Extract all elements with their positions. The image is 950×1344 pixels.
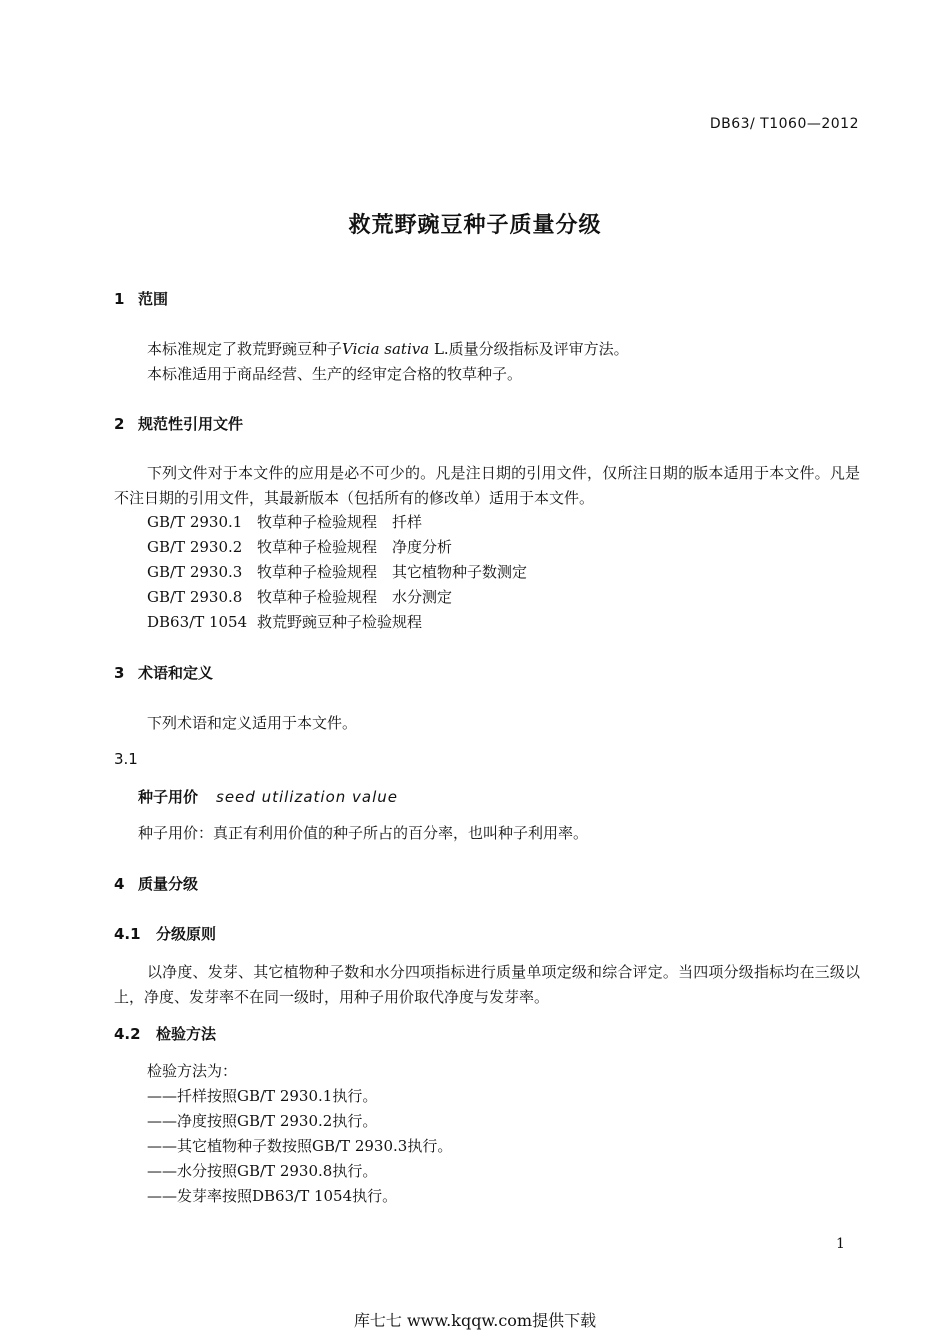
grading-principle-paragraph: 以净度、发芽、其它植物种子数和水分四项指标进行质量单项定级和综合评定。当四项分级指标均在三级以上，净度、发芽率不在同一级时，用种子用价取代净度与发芽率。	[114, 963, 860, 1006]
subsection-title: 检验方法	[156, 1025, 217, 1043]
section-number: 1	[114, 290, 125, 308]
subsection-4-1-heading	[114, 923, 216, 944]
standard-code: DB63/ T1060—2012	[709, 116, 859, 132]
reference-code: GB/T 2930.3	[147, 563, 243, 581]
section-title: 规范性引用文件	[138, 415, 244, 433]
term-heading	[138, 786, 398, 807]
scope-text-a: 本标准规定了救荒野豌豆种子	[147, 340, 343, 358]
scope-paragraph-2: 本标准适用于商品经营、生产的经审定合格的牧草种子。	[147, 365, 523, 383]
reference-item	[147, 561, 527, 582]
subsection-4-2-heading	[114, 1023, 216, 1044]
section-number: 4	[114, 875, 125, 893]
reference-name: 救荒野豌豆种子检验规程	[257, 613, 423, 631]
footer-watermark: 库七七 www.kqqw.com提供下载	[353, 1311, 597, 1330]
reference-code: DB63/T 1054	[147, 613, 248, 631]
method-list-item: ——发芽率按照DB63/T 1054执行。	[147, 1187, 398, 1205]
section-title: 质量分级	[138, 875, 199, 893]
reference-item	[147, 536, 452, 557]
reference-code: GB/T 2930.2	[147, 538, 243, 556]
reference-name: 牧草种子检验规程 净度分析	[257, 538, 453, 556]
method-intro: 检验方法为：	[147, 1062, 238, 1080]
term-chinese: 种子用价	[138, 788, 199, 806]
reference-name: 牧草种子检验规程 其它植物种子数测定	[257, 563, 528, 581]
term-definition: 种子用价：真正有利用价值的种子所占的百分率，也叫种子利用率。	[138, 824, 589, 842]
method-list-item: ——水分按照GB/T 2930.8执行。	[147, 1162, 378, 1180]
subsection-number: 4.1	[114, 925, 141, 943]
document-title: 救荒野豌豆种子质量分级	[348, 213, 602, 238]
subsection-3-1-number: 3.1	[114, 750, 138, 768]
terms-intro: 下列术语和定义适用于本文件。	[147, 714, 358, 732]
scope-latin-name: Vicia sativa	[342, 340, 430, 358]
reference-code: GB/T 2930.1	[147, 513, 243, 531]
page-number: 1	[836, 1236, 845, 1252]
reference-name: 牧草种子检验规程 水分测定	[257, 588, 453, 606]
section-number: 2	[114, 415, 125, 433]
section-3-heading	[114, 662, 213, 683]
subsection-title: 分级原则	[156, 925, 217, 943]
section-number: 3	[114, 664, 125, 682]
scope-text-b: L.质量分级指标及评审方法。	[429, 340, 629, 358]
section-2-heading	[114, 413, 243, 434]
reference-item	[147, 586, 452, 607]
section-title: 范围	[138, 290, 169, 308]
reference-item	[147, 611, 422, 632]
reference-name: 牧草种子检验规程 扦样	[257, 513, 423, 531]
term-english: seed utilization value	[216, 788, 399, 806]
method-list-item: ——净度按照GB/T 2930.2执行。	[147, 1112, 378, 1130]
section-4-heading	[114, 873, 198, 894]
refs-intro-paragraph: 下列文件对于本文件的应用是必不可少的。凡是注日期的引用文件，仅所注日期的版本适用于本文件。凡是不注日期的引用文件，其最新版本（包括所有的修改单）适用于本文件。	[114, 464, 860, 507]
scope-paragraph-1	[147, 338, 629, 359]
method-list-item: ——扦样按照GB/T 2930.1执行。	[147, 1087, 378, 1105]
reference-code: GB/T 2930.8	[147, 588, 243, 606]
section-1-heading	[114, 288, 168, 309]
method-list-item: ——其它植物种子数按照GB/T 2930.3执行。	[147, 1137, 453, 1155]
subsection-number: 4.2	[114, 1025, 141, 1043]
reference-item	[147, 511, 422, 532]
section-title: 术语和定义	[138, 664, 214, 682]
